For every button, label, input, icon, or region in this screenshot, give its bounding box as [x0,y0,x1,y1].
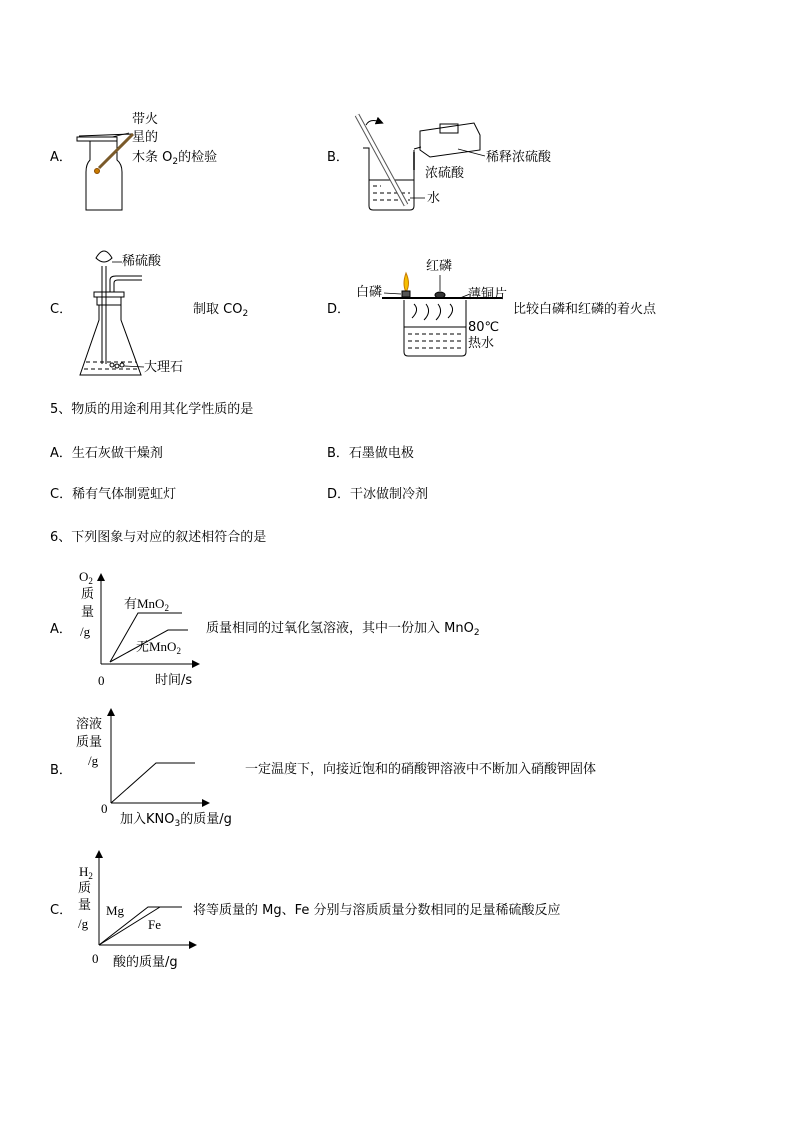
q6-b-letter: B． [50,763,72,778]
q6-a-desc: 质量相同的过氧化氢溶液，其中一份加入 MnO$_2$ [206,621,480,638]
q6-b-ylabel-3: /g [88,753,99,768]
q4-c-caption: 制取 $CO_2$ [193,302,249,319]
q4-a-label-3: 木条 $O_2$的检验 [132,150,218,167]
q6-a-ylabel-4: /g [80,624,91,639]
q5-option-c: C．稀有气体制霓虹灯 [50,487,177,502]
q6-b-xlabel: 加入$KNO_3$的质量/g [120,812,232,829]
q6b-solution-line [111,763,195,803]
q6-c-desc: 将等质量的 Mg、Fe 分别与溶质质量分数相同的足量稀硫酸反应 [193,903,561,918]
q4-a-label-2: 星的 [132,130,159,145]
q6-c-series-mg: Mg [106,903,125,918]
q4-c-label-marble: 大理石 [144,360,184,375]
q6-b-ylabel-1: 溶液 [76,717,103,732]
q5-option-b: B．石墨做电极 [327,446,414,461]
q5-option-d: D．干冰做制冷剂 [327,487,429,502]
q4-b-label-acid: 浓硫酸 [425,166,465,181]
co2-generator-figure [80,251,144,375]
q6-b-origin: 0 [101,801,108,816]
q5-option-a: A．生石灰做干燥剂 [50,446,163,461]
q4-d-label-red: 红磷 [426,259,453,274]
q6-c-letter: C． [50,903,73,918]
q4-c-label-acid: 稀硫酸 [122,254,162,269]
q6-c-xlabel: 酸的质量/g [113,955,178,970]
q4-d-label-hot-water: 热水 [468,336,495,351]
q4-b-letter: B． [327,150,349,165]
q4-b-caption: 稀释浓硫酸 [486,150,552,165]
dilution-figure [357,115,485,210]
q4-c-letter: C． [50,302,73,317]
q6-c-series-fe: Fe [148,917,161,932]
q6-a-origin: 0 [98,673,105,688]
q6-a-ylabel-1: $O_2$ [79,569,93,586]
q6-b-desc: 一定温度下，向接近饱和的硝酸钾溶液中不断加入硝酸钾固体 [245,762,597,777]
q6-a-series-with: 有MnO$_2$ [124,596,169,613]
q4-a-letter: A． [50,150,72,165]
q4-b-label-water: 水 [427,191,441,206]
q6c-chart [99,854,193,945]
q6-a-letter: A． [50,622,72,637]
q6-c-ylabel-1: $H_2$ [79,864,93,881]
gas-bottle-figure [77,133,133,210]
q4-d-label-white: 白磷 [356,285,383,300]
q6-a-ylabel-2: 质 [81,587,95,602]
q4-a-label-1: 带火 [132,112,159,127]
q6-c-ylabel-2: 质 [78,881,92,896]
q6b-chart [111,712,206,803]
q6-a-series-without: 无MnO$_2$ [136,639,181,656]
q6-c-ylabel-3: 量 [78,898,92,913]
q6-a-ylabel-3: 量 [81,605,95,620]
q4-d-label-copper: 薄铜片 [468,287,508,302]
q5-stem: 5、物质的用途利用其化学性质的是 [50,402,254,417]
q4-d-letter: D． [327,302,351,317]
q6-b-ylabel-2: 质量 [76,735,103,750]
q6-stem: 6、下列图象与对应的叙述相符合的是 [50,530,267,545]
q6-c-ylabel-4: /g [78,916,89,931]
q4-d-caption: 比较白磷和红磷的着火点 [513,302,657,317]
q6-c-origin: 0 [92,951,99,966]
q6-a-xlabel: 时间/s [155,673,193,688]
q4-d-label-temp: 80℃ [468,320,500,335]
